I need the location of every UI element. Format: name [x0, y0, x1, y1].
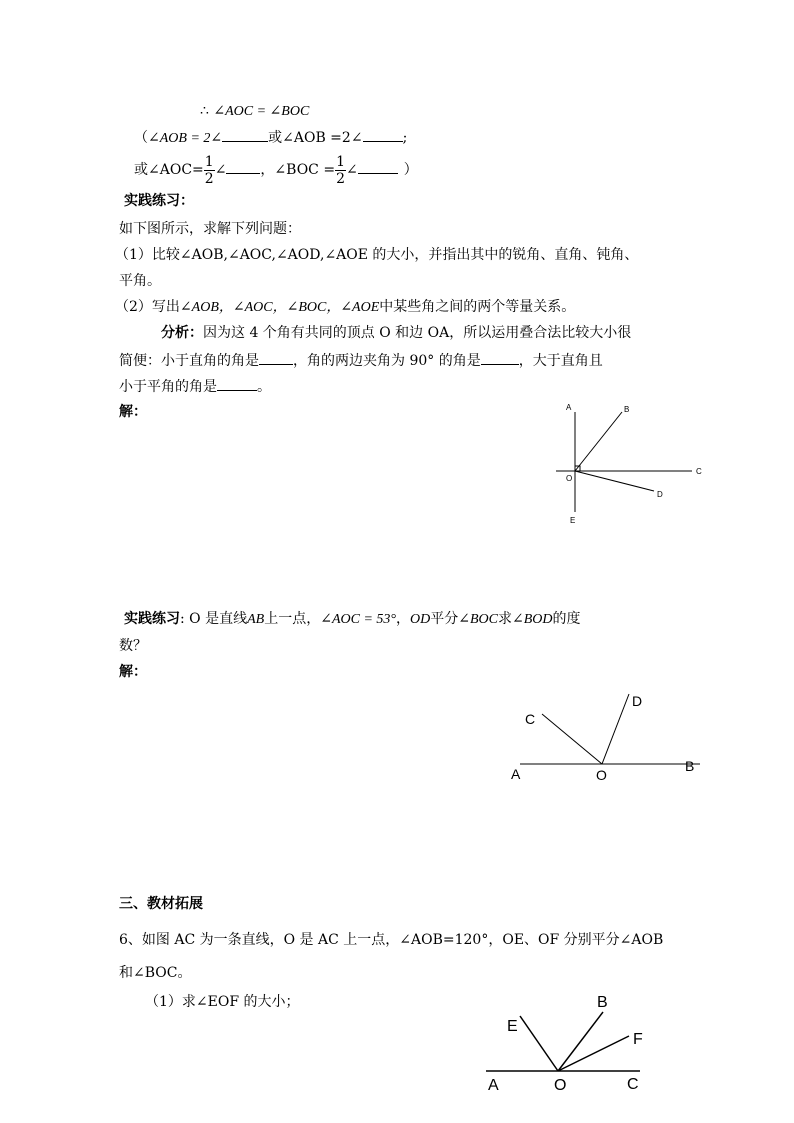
- right-angle-mark: [575, 466, 580, 471]
- ray-ob: [575, 412, 622, 471]
- conclusion-line: [200, 101, 309, 122]
- question-6-line-2: 和∠BOC。: [119, 965, 192, 981]
- answer-blank[interactable]: [217, 376, 257, 391]
- angle-equation: ∠AOC = ∠BOC: [213, 104, 310, 119]
- practice-2-line-2: 数？: [119, 638, 147, 654]
- label-b: B: [685, 758, 695, 774]
- label-c: C: [627, 1076, 639, 1093]
- open-paren: （: [134, 130, 148, 146]
- question-2-angles: ∠AOB，∠AOC，∠BOC，∠AOE: [179, 300, 380, 315]
- therefore-symbol: ∴: [200, 103, 209, 119]
- angle-bod-text: ∠BOD: [511, 612, 553, 627]
- colon: :: [180, 611, 185, 627]
- label-f: F: [633, 1031, 643, 1048]
- line-ab: AB: [247, 612, 265, 627]
- analysis-text: 小于平角的角是: [119, 379, 217, 395]
- label-o: O: [566, 474, 573, 483]
- text: ，: [396, 611, 410, 627]
- question-2-prefix: （2）写出: [115, 299, 180, 315]
- text: 求: [497, 611, 512, 627]
- boc-prefix: ，∠BOC =: [260, 162, 336, 178]
- text: 上一点，: [264, 611, 321, 627]
- section-3-heading: 三、教材拓展: [119, 896, 203, 912]
- text: O 是直线: [184, 611, 248, 627]
- label-a: A: [488, 1077, 499, 1094]
- question-2: [115, 297, 575, 318]
- label-e: E: [507, 1018, 518, 1035]
- label-c: C: [696, 467, 702, 476]
- label-a: A: [511, 766, 521, 782]
- ray-of: [558, 1036, 629, 1071]
- analysis-line-3: [119, 376, 271, 397]
- analysis-line-2: [119, 350, 603, 371]
- question-2-suffix: 中某些角之间的两个等量关系。: [379, 299, 576, 315]
- semicolon: ;: [402, 130, 408, 146]
- text: 平分: [430, 611, 459, 627]
- angle-symbol: ∠: [346, 162, 358, 178]
- practice-intro: 如下图所示，求解下列问题：: [119, 221, 301, 237]
- angle-aoc-value: ∠AOC = 53°: [320, 612, 396, 627]
- angle-symbol: ∠: [214, 162, 227, 178]
- fraction-numerator: 1: [336, 153, 345, 170]
- aob-relation-2: 或∠AOB =2∠: [268, 130, 363, 146]
- analysis-text: 。: [257, 379, 271, 395]
- answer-blank[interactable]: [481, 350, 519, 365]
- label-d: D: [657, 490, 663, 499]
- ray-ob: [558, 1012, 603, 1071]
- analysis-text: ，大于直角且: [518, 353, 603, 369]
- analysis-text: 因为这 4 个角有共同的顶点 O 和边 OA，所以运用叠合法比较大小很: [203, 325, 632, 341]
- ray-od: [602, 694, 629, 764]
- fraction-half: [204, 154, 215, 187]
- practice-heading: 实践练习：: [124, 193, 194, 209]
- solution-label: 解：: [119, 664, 147, 680]
- fraction-half: [335, 154, 346, 187]
- ray-oe: [520, 1016, 558, 1071]
- question-1-line-2: 平角。: [119, 273, 161, 289]
- angle-boc-text: ∠BOC: [458, 612, 498, 627]
- label-o: O: [554, 1077, 567, 1094]
- analysis-text: ，角的两边夹角为 90° 的角是: [293, 353, 481, 369]
- label-b: B: [597, 994, 608, 1011]
- aob-relation: ∠AOB = 2∠: [148, 131, 223, 146]
- text: 的度: [552, 611, 581, 627]
- analysis-label: 分析：: [161, 325, 203, 341]
- label-d: D: [632, 693, 643, 709]
- ray-od: [575, 471, 654, 491]
- label-o: O: [596, 767, 607, 783]
- close-paren: ）: [403, 162, 418, 178]
- question-6-part-1: （1）求∠EOF 的大小；: [145, 994, 300, 1010]
- label-a: A: [566, 403, 572, 412]
- fraction-denominator: 2: [336, 170, 345, 187]
- question-1-line-1: （1）比较∠AOB,∠AOC,∠AOD,∠AOE 的大小，并指出其中的锐角、直角、钝角、: [115, 247, 639, 263]
- fraction-numerator: 1: [204, 153, 214, 170]
- answer-blank[interactable]: [226, 159, 260, 174]
- analysis-text: 简便：小于直角的角是: [119, 353, 259, 369]
- aoc-prefix: 或∠AOC=: [134, 162, 204, 178]
- answer-blank[interactable]: [363, 127, 403, 142]
- solution-label: 解：: [119, 404, 147, 420]
- question-6-line-1: 6、如图 AC 为一条直线，O 是 AC 上一点，∠AOB=120°，OE、OF 分别平分∠AOB: [119, 932, 664, 948]
- analysis-line-1: [161, 323, 631, 343]
- label-c: C: [525, 711, 536, 727]
- relation-line-1: [134, 127, 407, 149]
- ray-oc: [542, 714, 602, 764]
- answer-blank[interactable]: [222, 127, 268, 142]
- relation-line-2: [134, 150, 418, 190]
- label-b: B: [624, 405, 630, 414]
- practice-2-heading: 实践练习: [124, 611, 180, 627]
- practice-2-line-1: [124, 609, 580, 630]
- answer-blank[interactable]: [259, 350, 293, 365]
- ray-od-text: OD: [410, 612, 431, 627]
- label-e: E: [570, 516, 576, 525]
- fraction-denominator: 2: [204, 170, 214, 187]
- answer-blank[interactable]: [358, 159, 398, 174]
